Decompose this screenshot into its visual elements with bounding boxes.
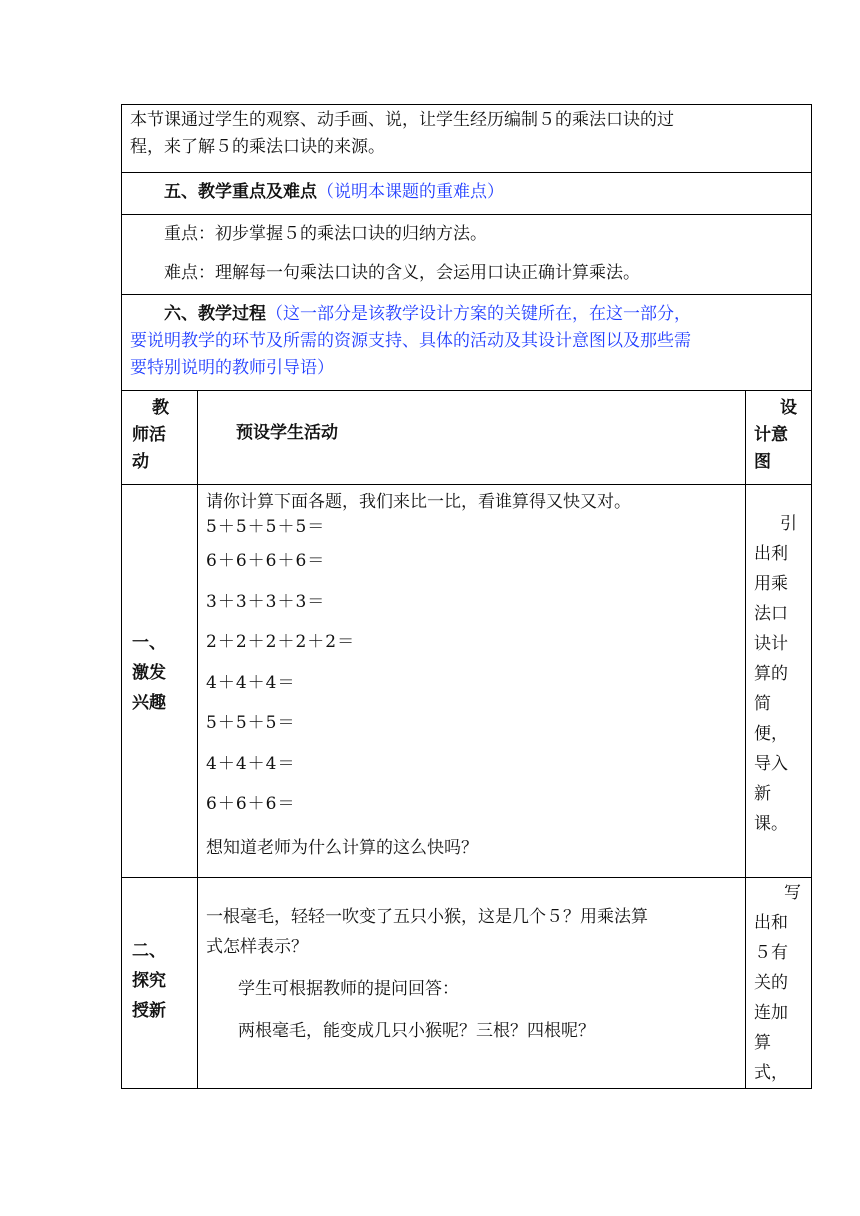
activity-question: 想知道老师为什么计算的这么快吗？: [206, 837, 478, 858]
intro-line-2: 程，来了解５的乘法口诀的来源。: [130, 137, 385, 157]
activity-line: 学生可根据教师的提问回答：: [238, 979, 459, 999]
phase-label: 一、 激发 兴趣: [122, 485, 198, 877]
lesson-plan-table: [121, 104, 812, 1089]
difficulty-point: 难点：理解每一句乘法口诀的含义，会运用口诀正确计算乘法。: [164, 263, 640, 283]
student-activities: [198, 878, 746, 1088]
header-student-activity: 预设学生活动: [198, 391, 746, 484]
header-design-intent: 设 计意 图: [754, 398, 797, 472]
equation: 5＋5＋5＋5＝: [206, 517, 326, 537]
design-intent: 写 出和 ５有 关的 连加 算 式，: [754, 883, 801, 1083]
section-5-note: （说明本课题的重难点）: [317, 182, 504, 202]
focus-point: 重点：初步掌握５的乘法口诀的归纳方法。: [164, 224, 487, 244]
equation: 4＋4＋4＝: [206, 753, 296, 774]
section-6-heading: 六、教学过程: [164, 304, 266, 324]
activity-line: 式怎样表示？: [206, 937, 308, 957]
section-6-note-2: 要说明教学的环节及所需的资源支持、具体的活动及其设计意图以及那些需: [130, 331, 691, 351]
design-intent: 引 出利 用乘 法口 诀计 算的 简 便， 导入 新 课。: [754, 514, 797, 834]
section-5-row: [122, 173, 811, 215]
section-6-note-1: （这一部分是该教学设计方案的关键所在，在这一部分，: [266, 304, 691, 324]
equation: 3＋3＋3＋3＝: [206, 591, 326, 612]
key-points-row: [122, 215, 811, 295]
intro-row: [122, 105, 811, 173]
activity-intro: 请你计算下面各题，我们来比一比，看谁算得又快又对。: [206, 492, 631, 512]
table-header-row: [122, 391, 811, 485]
phase-label: 二、 探究 授新: [122, 878, 198, 1088]
section-6-note-3: 要特别说明的教师引导语）: [130, 358, 334, 378]
section-5-heading: 五、教学重点及难点: [164, 182, 317, 202]
equation: 5＋5＋5＝: [206, 713, 296, 733]
header-teacher-activity: 教 师活 动: [122, 391, 198, 484]
equation: 4＋4＋4＝: [206, 672, 296, 693]
activity-line: 一根毫毛，轻轻一吹变了五只小猴，这是几个５？用乘法算: [206, 907, 648, 927]
activity-line: 两根毫毛，能变成几只小猴呢？三根？四根呢？: [238, 1021, 595, 1041]
intro-line-1: 本节课通过学生的观察、动手画、说，让学生经历编制５的乘法口诀的过: [130, 110, 674, 130]
equation: 6＋6＋6＋6＝: [206, 551, 326, 571]
student-activities: [198, 485, 746, 877]
equation: 2＋2＋2＋2＋2＝: [206, 632, 356, 652]
table-row: [122, 878, 811, 1088]
equation: 6＋6＋6＝: [206, 794, 296, 814]
section-6-row: [122, 295, 811, 391]
table-row: [122, 485, 811, 878]
